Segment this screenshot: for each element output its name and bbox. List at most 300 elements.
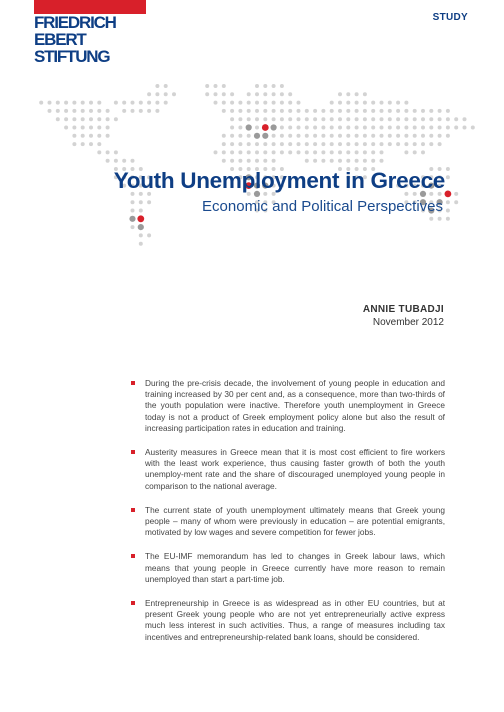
map-dot (280, 109, 284, 113)
map-dot (129, 216, 135, 222)
map-dot (238, 150, 242, 154)
logo-line-2: EBERT (34, 30, 86, 49)
map-dot (255, 109, 259, 113)
map-dot (238, 142, 242, 146)
map-dot (371, 109, 375, 113)
map-dot (106, 150, 110, 154)
map-dot (438, 134, 442, 138)
map-dot (404, 117, 408, 121)
map-dot (371, 126, 375, 130)
map-dot (330, 150, 334, 154)
map-dot (288, 150, 292, 154)
map-dot (255, 150, 259, 154)
map-dot (89, 109, 93, 113)
map-dot (255, 92, 259, 96)
map-dot (421, 134, 425, 138)
map-dot (404, 150, 408, 154)
study-label: STUDY (432, 12, 468, 23)
map-dot (255, 142, 259, 146)
map-dot (305, 134, 309, 138)
summary-bullet (131, 551, 445, 585)
map-dot (155, 109, 159, 113)
map-dot (338, 101, 342, 105)
map-dot (247, 117, 251, 121)
map-dot (114, 150, 118, 154)
map-dot (139, 109, 143, 113)
map-dot (330, 101, 334, 105)
map-dot (164, 101, 168, 105)
map-dot (280, 142, 284, 146)
map-dot (272, 134, 276, 138)
map-dot (230, 109, 234, 113)
map-dot (355, 159, 359, 163)
map-dot (272, 150, 276, 154)
map-dot (222, 159, 226, 163)
map-dot (346, 126, 350, 130)
summary-bullet (131, 447, 445, 492)
map-dot (254, 133, 260, 139)
map-dot (321, 142, 325, 146)
map-dot (271, 124, 277, 130)
map-dot (355, 109, 359, 113)
map-dot (413, 126, 417, 130)
map-dot (164, 84, 168, 88)
map-dot (155, 101, 159, 105)
map-dot (247, 159, 251, 163)
map-dot (371, 150, 375, 154)
map-dot (404, 101, 408, 105)
map-dot (139, 101, 143, 105)
bullet-text: The current state of youth unemployment ultimately means that Greek young people – many of whom were previously in education – are potential emigrants, motivated by low wages and severe competition for fewer jobs. (145, 504, 445, 538)
map-dot (214, 150, 218, 154)
map-dot (346, 150, 350, 154)
map-dot (138, 224, 144, 230)
map-dot (355, 134, 359, 138)
map-dot (64, 101, 68, 105)
map-dot (371, 134, 375, 138)
map-dot (338, 142, 342, 146)
map-dot (172, 92, 176, 96)
summary-bullet (131, 505, 445, 539)
map-dot (263, 101, 267, 105)
map-dot (404, 126, 408, 130)
map-dot (255, 84, 259, 88)
map-dot (363, 117, 367, 121)
map-dot (72, 117, 76, 121)
bullet-text: During the pre-crisis decade, the involvement of young people in education and training increased by 30 per cent and, as a consequence, more than two-thirds of the youth population were inactive. Therefore youth unemployment in Greece today is not a product of Greek employment policy alone but also the result of increasing participation rates in education and training. (145, 378, 445, 433)
map-dot (97, 142, 101, 146)
map-dot (396, 134, 400, 138)
map-dot (247, 109, 251, 113)
map-dot (421, 126, 425, 130)
map-dot (255, 101, 259, 105)
map-dot (263, 84, 267, 88)
map-dot (346, 117, 350, 121)
map-dot (363, 92, 367, 96)
map-dot (114, 159, 118, 163)
map-dot (81, 142, 85, 146)
map-dot (147, 233, 151, 237)
map-dot (147, 92, 151, 96)
map-dot (313, 109, 317, 113)
map-dot (388, 134, 392, 138)
map-dot (81, 126, 85, 130)
map-dot (280, 134, 284, 138)
map-dot (288, 142, 292, 146)
map-dot (413, 117, 417, 121)
map-dot (305, 159, 309, 163)
map-dot (155, 84, 159, 88)
map-dot (114, 117, 118, 121)
map-dot (122, 101, 126, 105)
map-dot (97, 101, 101, 105)
map-dot (280, 84, 284, 88)
map-dot (230, 92, 234, 96)
map-dot (205, 92, 209, 96)
map-dot (238, 126, 242, 130)
map-dot (388, 126, 392, 130)
map-dot (338, 92, 342, 96)
map-dot (72, 142, 76, 146)
bullet-text: Entrepreneurship in Greece is as widespread as in other EU countries, but at present Greek young people who are not yet entrepreneurially active express much less interest in such activities. Thus, a range of measures including tax incentives and entrepreneurship-related bank loans, should be considered. (145, 598, 445, 642)
map-dot (404, 109, 408, 113)
bullet-text: Austerity measures in Greece mean that it is most cost efficient to fire workers with the least work experience, thus causing faster growth of both the youth unemploy-ment rate and the share of discouraged unemployed young people in comparison to the national average. (145, 447, 445, 491)
map-dot (438, 142, 442, 146)
map-dot (288, 101, 292, 105)
map-dot (371, 142, 375, 146)
map-dot (288, 126, 292, 130)
map-dot (205, 84, 209, 88)
summary-bullet (131, 598, 445, 643)
map-dot (446, 109, 450, 113)
map-dot (371, 117, 375, 121)
map-dot (262, 124, 269, 131)
document-subtitle: Economic and Political Perspectives (202, 198, 443, 215)
map-dot (263, 142, 267, 146)
map-dot (446, 134, 450, 138)
map-dot (446, 117, 450, 121)
map-dot (380, 150, 384, 154)
map-dot (413, 134, 417, 138)
map-dot (288, 134, 292, 138)
map-dot (313, 126, 317, 130)
map-dot (438, 117, 442, 121)
map-dot (338, 159, 342, 163)
map-dot (355, 150, 359, 154)
map-dot (139, 242, 143, 246)
map-dot (404, 142, 408, 146)
map-dot (97, 109, 101, 113)
bullet-marker-icon (131, 381, 135, 385)
map-dot (272, 84, 276, 88)
map-dot (297, 142, 301, 146)
map-dot (421, 150, 425, 154)
map-dot (131, 101, 135, 105)
map-dot (338, 134, 342, 138)
map-dot (413, 109, 417, 113)
map-dot (396, 117, 400, 121)
map-dot (255, 159, 259, 163)
map-dot (222, 150, 226, 154)
map-dot (262, 133, 268, 139)
map-dot (131, 225, 135, 229)
map-dot (330, 117, 334, 121)
map-dot (222, 134, 226, 138)
map-dot (89, 142, 93, 146)
map-dot (230, 117, 234, 121)
document-title: Youth Unemployment in Greece (113, 168, 445, 193)
map-dot (413, 150, 417, 154)
map-dot (48, 109, 52, 113)
map-dot (380, 117, 384, 121)
map-dot (313, 150, 317, 154)
map-dot (230, 159, 234, 163)
map-dot (463, 117, 467, 121)
map-dot (346, 134, 350, 138)
bullet-text: The EU-IMF memorandum has led to changes in Greek labour laws, which means that young people in Greece currently have more reason to remain unemployed than start a part-time job. (145, 551, 445, 584)
map-dot (97, 117, 101, 121)
map-dot (363, 101, 367, 105)
map-dot (263, 150, 267, 154)
map-dot (380, 126, 384, 130)
map-dot (338, 109, 342, 113)
map-dot (471, 126, 475, 130)
map-dot (89, 126, 93, 130)
map-dot (89, 134, 93, 138)
map-dot (297, 134, 301, 138)
map-dot (280, 150, 284, 154)
map-dot (114, 101, 118, 105)
logo-red-bar (34, 0, 146, 14)
map-dot (263, 92, 267, 96)
map-dot (446, 126, 450, 130)
map-dot (247, 142, 251, 146)
map-dot (247, 101, 251, 105)
map-dot (446, 217, 450, 221)
map-dot (263, 109, 267, 113)
map-dot (404, 134, 408, 138)
map-dot (421, 109, 425, 113)
map-dot (313, 159, 317, 163)
map-dot (346, 92, 350, 96)
bullet-marker-icon (131, 450, 135, 454)
map-dot (363, 159, 367, 163)
map-dot (56, 109, 60, 113)
map-dot (230, 134, 234, 138)
map-dot (97, 126, 101, 130)
map-dot (272, 109, 276, 113)
map-dot (214, 84, 218, 88)
logo-line-1: FRIEDRICH (34, 13, 116, 32)
map-dot (454, 192, 458, 196)
map-dot (313, 142, 317, 146)
map-dot (106, 109, 110, 113)
map-dot (321, 109, 325, 113)
summary-bullet-list (131, 378, 445, 656)
map-dot (446, 167, 450, 171)
map-dot (97, 134, 101, 138)
map-dot (64, 126, 68, 130)
map-dot (380, 142, 384, 146)
map-dot (147, 101, 151, 105)
map-dot (388, 109, 392, 113)
map-dot (230, 101, 234, 105)
map-dot (321, 117, 325, 121)
map-dot (64, 117, 68, 121)
map-dot (355, 126, 359, 130)
map-dot (137, 215, 144, 222)
map-dot (288, 109, 292, 113)
map-dot (272, 92, 276, 96)
publication-date: November 2012 (372, 317, 444, 328)
map-dot (139, 233, 143, 237)
map-dot (321, 159, 325, 163)
map-dot (313, 117, 317, 121)
map-dot (330, 109, 334, 113)
map-dot (321, 150, 325, 154)
map-dot (438, 109, 442, 113)
map-dot (272, 142, 276, 146)
map-dot (463, 126, 467, 130)
map-dot (346, 142, 350, 146)
map-dot (363, 134, 367, 138)
map-dot (56, 101, 60, 105)
map-dot (363, 150, 367, 154)
map-dot (222, 84, 226, 88)
map-dot (305, 150, 309, 154)
map-dot (122, 109, 126, 113)
map-dot (355, 117, 359, 121)
map-dot (396, 126, 400, 130)
map-dot (106, 134, 110, 138)
map-dot (89, 101, 93, 105)
map-dot (297, 150, 301, 154)
map-dot (371, 159, 375, 163)
map-dot (380, 109, 384, 113)
map-dot (214, 92, 218, 96)
map-dot (272, 117, 276, 121)
map-dot (297, 109, 301, 113)
map-dot (396, 142, 400, 146)
map-dot (413, 142, 417, 146)
map-dot (246, 124, 252, 130)
map-dot (280, 126, 284, 130)
map-dot (330, 134, 334, 138)
map-dot (222, 92, 226, 96)
map-dot (72, 101, 76, 105)
map-dot (247, 150, 251, 154)
map-dot (106, 126, 110, 130)
map-dot (89, 117, 93, 121)
map-dot (81, 101, 85, 105)
map-dot (380, 101, 384, 105)
map-dot (64, 109, 68, 113)
map-dot (454, 126, 458, 130)
map-dot (297, 126, 301, 130)
map-dot (396, 101, 400, 105)
logo-line-3: STIFTUNG (34, 47, 110, 66)
map-dot (446, 200, 450, 204)
map-dot (222, 142, 226, 146)
bullet-marker-icon (131, 508, 135, 512)
map-dot (346, 101, 350, 105)
map-dot (346, 109, 350, 113)
map-dot (214, 101, 218, 105)
map-dot (363, 126, 367, 130)
map-dot (272, 159, 276, 163)
map-dot (429, 217, 433, 221)
map-dot (396, 109, 400, 113)
map-dot (338, 150, 342, 154)
map-dot (280, 92, 284, 96)
map-dot (421, 142, 425, 146)
map-dot (222, 109, 226, 113)
map-dot (230, 126, 234, 130)
map-dot (288, 92, 292, 96)
map-dot (330, 142, 334, 146)
map-dot (238, 109, 242, 113)
map-dot (446, 175, 450, 179)
map-dot (305, 117, 309, 121)
map-dot (106, 159, 110, 163)
map-dot (321, 134, 325, 138)
map-dot (72, 134, 76, 138)
map-dot (155, 92, 159, 96)
map-dot (371, 101, 375, 105)
map-dot (72, 126, 76, 130)
map-dot (421, 117, 425, 121)
map-dot (388, 117, 392, 121)
map-dot (131, 109, 135, 113)
map-dot (238, 134, 242, 138)
map-dot (280, 101, 284, 105)
map-dot (438, 217, 442, 221)
map-dot (429, 142, 433, 146)
map-dot (106, 117, 110, 121)
map-dot (81, 109, 85, 113)
map-dot (429, 109, 433, 113)
map-dot (346, 159, 350, 163)
map-dot (429, 117, 433, 121)
map-dot (122, 159, 126, 163)
map-dot (363, 142, 367, 146)
map-dot (238, 101, 242, 105)
map-dot (454, 200, 458, 204)
map-dot (454, 117, 458, 121)
map-dot (388, 101, 392, 105)
map-dot (147, 109, 151, 113)
map-dot (388, 142, 392, 146)
map-dot (338, 117, 342, 121)
map-dot (438, 126, 442, 130)
map-dot (263, 159, 267, 163)
map-dot (247, 92, 251, 96)
map-dot (81, 134, 85, 138)
bullet-marker-icon (131, 554, 135, 558)
summary-bullet (131, 378, 445, 434)
map-dot (263, 117, 267, 121)
map-dot (305, 142, 309, 146)
map-dot (380, 159, 384, 163)
map-dot (321, 126, 325, 130)
map-dot (355, 92, 359, 96)
map-dot (255, 117, 259, 121)
map-dot (297, 101, 301, 105)
fes-logo (34, 0, 146, 65)
map-dot (429, 126, 433, 130)
map-dot (280, 117, 284, 121)
map-dot (429, 134, 433, 138)
